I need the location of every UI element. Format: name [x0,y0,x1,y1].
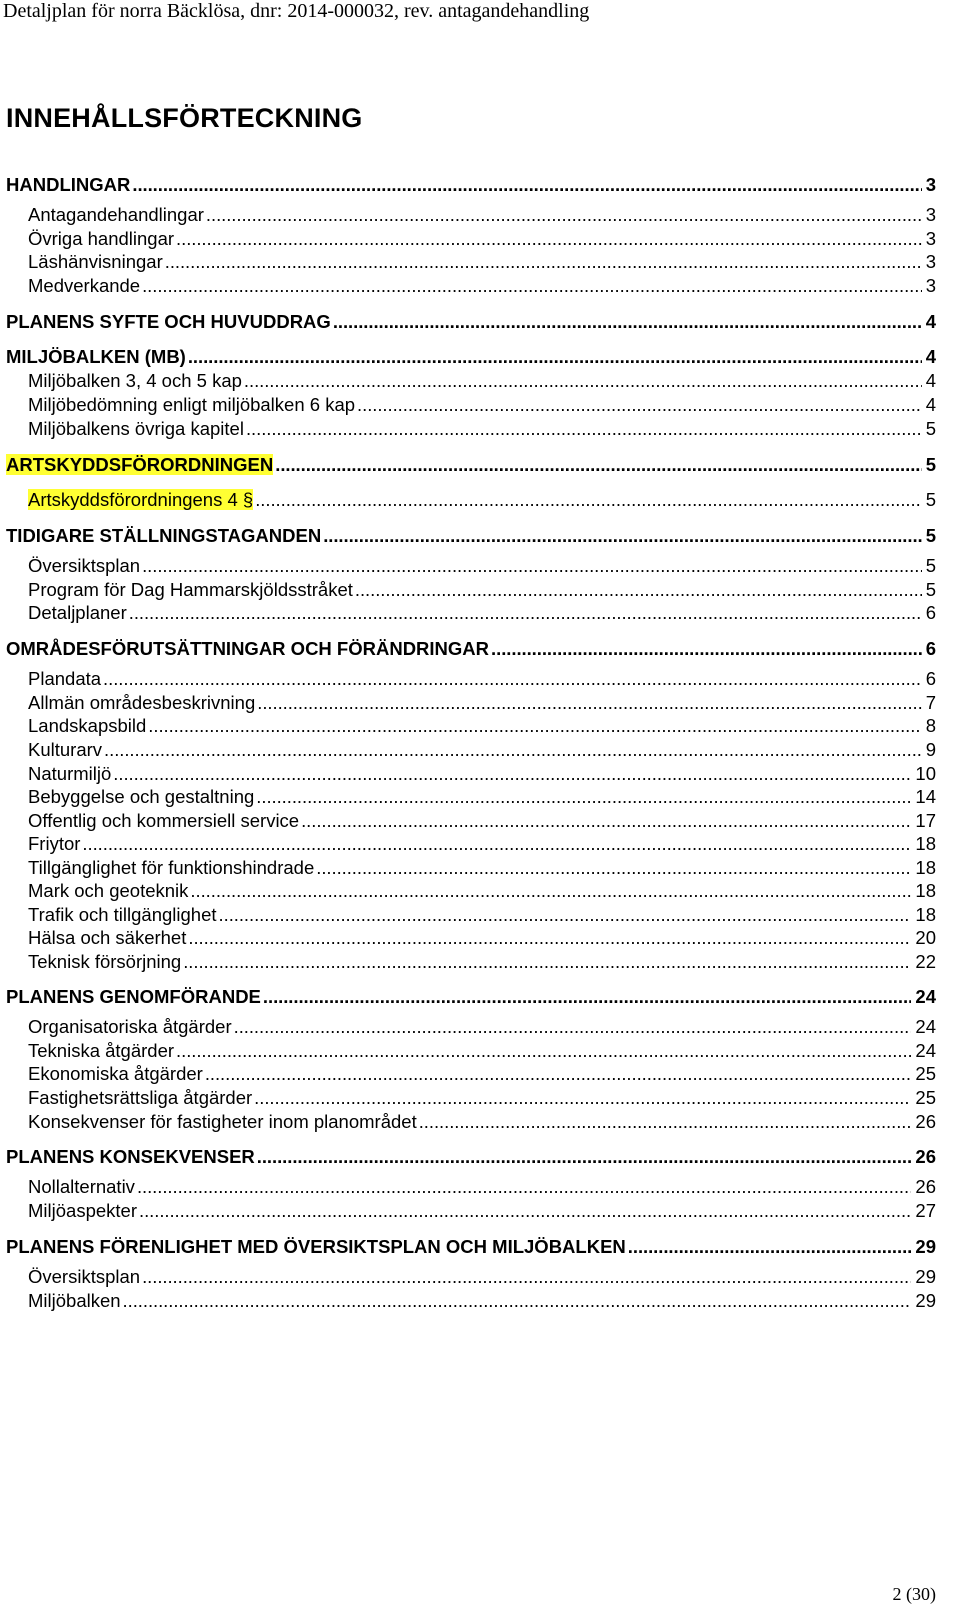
toc-entry[interactable] [0,1264,960,1288]
toc-entry-label-text: Miljöbalkens övriga kapitel [28,418,244,439]
toc-entry[interactable] [0,855,960,879]
toc-entry-page: 26 [915,1111,936,1132]
toc-entry-page: 29 [915,1266,936,1287]
toc-entry[interactable] [0,368,960,392]
dot-leader [628,1236,912,1258]
toc-entry-heading[interactable] [0,984,960,1008]
toc-entry-label [28,1111,417,1133]
toc-entry[interactable] [0,416,960,440]
dot-leader [190,880,911,902]
toc-entry[interactable] [0,902,960,926]
toc-entry-heading[interactable] [0,636,960,660]
toc-entry[interactable] [0,1109,960,1133]
dot-leader [257,1146,912,1168]
page-header: Detaljplan för norra Bäcklösa, dnr: 2014-000032, rev. antagandehandling [3,0,590,22]
dot-leader [103,668,922,690]
toc-entry-label-text: ARTSKYDDSFÖRORDNINGEN [6,454,274,475]
toc-entry[interactable] [0,1174,960,1198]
toc-entry-page: 26 [915,1176,936,1197]
toc-entry-page: 18 [915,904,936,925]
toc-entry-page: 26 [915,1146,936,1167]
dot-leader [254,1087,911,1109]
toc-entry-label-text: Naturmiljö [28,763,112,784]
toc-entry-page: 24 [915,1016,936,1037]
toc-entry-label-text: Fastighetsrättsliga åtgärder [28,1087,253,1108]
toc-entry-label [6,1236,626,1258]
toc-entry[interactable] [0,1198,960,1222]
toc-entry-label [28,786,254,808]
toc-entry-label [28,418,244,440]
toc-entry-label [28,1040,174,1062]
toc-entry-label-text: Översiktsplan [28,555,141,576]
toc-entry-label [28,904,217,926]
toc-entry-label [28,810,299,832]
dot-leader [137,1176,911,1198]
toc-entry-page: 29 [915,1290,936,1311]
toc-entry-page: 18 [915,880,936,901]
dot-leader [257,692,921,714]
dot-leader [275,454,921,476]
toc-entry[interactable] [0,226,960,250]
toc-entry-label [28,857,314,879]
toc-entry-label [28,692,255,714]
toc-entry[interactable] [0,249,960,273]
toc-entry-page: 27 [915,1200,936,1221]
toc-entry-page: 3 [925,174,936,195]
dot-leader [316,857,911,879]
toc-entry-label-text: Miljöbedömning enligt miljöbalken 6 kap [28,394,356,415]
toc-entry[interactable] [0,925,960,949]
toc-entry-page: 25 [915,1087,936,1108]
dot-leader [129,602,922,624]
toc-entry-label [6,346,186,368]
toc-entry-page: 3 [925,275,936,296]
toc-entry-label-text: Offentlig och kommersiell service [28,810,300,831]
toc-entry-label-text: Miljöbalken [28,1290,121,1311]
toc-entry-label [6,1146,255,1168]
dot-leader [255,489,921,511]
toc-entry-label [28,880,188,902]
dot-leader [113,763,911,785]
toc-entry-page: 6 [925,638,936,659]
toc-entry-label-text: Hälsa och säkerhet [28,927,187,948]
dot-leader [132,174,921,196]
toc-entry-label [28,1176,135,1198]
toc-entry-label-text: MILJÖBALKEN (MB) [6,346,186,367]
toc-entry-heading[interactable] [0,523,960,547]
toc-entry[interactable] [0,666,960,690]
toc-entry[interactable] [0,1038,960,1062]
toc-entry-page: 4 [925,394,936,415]
toc-entry[interactable] [0,690,960,714]
dot-leader [234,1016,912,1038]
toc-entry-label [28,739,102,761]
toc-entry-label-text: Övriga handlingar [28,228,175,249]
dot-leader [176,1040,911,1062]
toc-entry-label-text: Miljöaspekter [28,1200,137,1221]
toc-entry-label-text: Översiktsplan [28,1266,141,1287]
toc-entry-page: 5 [925,555,936,576]
toc-entry-label [28,228,174,250]
dot-leader [419,1111,912,1133]
toc-entry[interactable] [0,713,960,737]
toc-entry-page: 14 [915,786,936,807]
dot-leader [263,986,912,1008]
toc-entry-page: 20 [915,927,936,948]
toc-entry-label [28,602,127,624]
toc-entry-label-text: PLANENS KONSEKVENSER [6,1146,255,1167]
toc-entry-page: 4 [925,346,936,367]
dot-leader [176,228,922,250]
toc-entry-label-text: TIDIGARE STÄLLNINGSTAGANDEN [6,525,322,546]
dot-leader [256,786,911,808]
dot-leader [139,1200,911,1222]
toc-entry-page: 5 [925,579,936,600]
toc-entry-page: 18 [915,833,936,854]
toc-entry-label [28,1290,121,1312]
toc-entry-label-text: Trafik och tillgänglighet [28,904,217,925]
toc-entry-heading[interactable] [0,309,960,333]
toc-entry-page: 9 [925,739,936,760]
toc-entry[interactable] [0,784,960,808]
toc-entry[interactable] [0,808,960,832]
toc-entry[interactable] [0,600,960,624]
toc-entry-label [28,951,181,973]
toc-entry-label-text: HANDLINGAR [6,174,131,195]
toc-entry-label-text: PLANENS SYFTE OCH HUVUDDRAG [6,311,331,332]
toc-entry-label-text: Läshänvisningar [28,251,163,272]
toc-entry-label [6,525,321,547]
toc-entry-label-text: Medverkande [28,275,141,296]
toc-entry[interactable] [0,487,960,511]
toc-entry-page: 25 [915,1063,936,1084]
toc-entry-page: 4 [925,370,936,391]
dot-leader [219,904,912,926]
toc-entry-heading[interactable] [0,1234,960,1258]
toc-entry-label-text: Plandata [28,668,102,689]
toc-entry-label-text: PLANENS GENOMFÖRANDE [6,986,261,1007]
dot-leader [142,555,922,577]
dot-leader [82,833,911,855]
toc-entry-label-text: Organisatoriska åtgärder [28,1016,232,1037]
dot-leader [104,739,922,761]
toc-entry-page: 6 [925,602,936,623]
toc-entry-page: 8 [925,715,936,736]
toc-entry-page: 29 [915,1236,936,1257]
toc-entry-label-text: Program för Dag Hammarskjöldsstråket [28,579,353,600]
toc-entry-page: 3 [925,204,936,225]
toc-entry-page: 4 [925,311,936,332]
toc-entry[interactable] [0,1085,960,1109]
toc-entry-page: 22 [915,951,936,972]
toc-entry-page: 5 [925,454,936,475]
toc-entry-label-text: Ekonomiska åtgärder [28,1063,203,1084]
toc-entry-page: 17 [915,810,936,831]
toc-entry-label-text: Tillgänglighet för funktionshindrade [28,857,315,878]
toc-entry-page: 5 [925,418,936,439]
toc-entry-label [28,715,146,737]
toc-entry-label-text: Kulturarv [28,739,103,760]
toc-entry-label [28,579,353,601]
toc-entry-label [6,174,130,196]
dot-leader [301,810,911,832]
toc-entry-page: 7 [925,692,936,713]
toc-entry-label [28,668,101,690]
toc-entry-label-text: Bebyggelse och gestaltning [28,786,255,807]
toc-entry[interactable] [0,1061,960,1085]
dot-leader [142,1266,911,1288]
toc-entry-page: 6 [925,668,936,689]
dot-leader [165,251,922,273]
toc-entry[interactable] [0,392,960,416]
toc-entry-label-text: Landskapsbild [28,715,147,736]
dot-leader [323,525,922,547]
toc-entry-label-text: Miljöbalken 3, 4 och 5 kap [28,370,242,391]
toc-entry-heading[interactable] [0,1144,960,1168]
dot-leader [205,1063,912,1085]
toc-entry[interactable] [0,553,960,577]
toc-title: INNEHÅLLSFÖRTECKNING [6,103,363,133]
toc-entry-label-text: Tekniska åtgärder [28,1040,175,1061]
toc-entry-page: 3 [925,228,936,249]
toc-entry-page: 5 [925,525,936,546]
toc-entry-label-text: Allmän områdesbeskrivning [28,692,256,713]
dot-leader [246,418,922,440]
toc-entry-label-text: Mark och geoteknik [28,880,189,901]
toc-entry-label [28,204,204,226]
page-number: 2 (30) [892,1584,936,1604]
toc-entry[interactable] [0,273,960,297]
toc-entry[interactable] [0,1014,960,1038]
dot-leader [148,715,921,737]
toc-entry[interactable] [0,949,960,973]
toc-entry-label [28,1087,252,1109]
toc-entry-label-text: Konsekvenser för fastigheter inom planområdet [28,1111,417,1132]
toc-entry-page: 24 [915,986,936,1007]
dot-leader [123,1290,912,1312]
toc-entry-label [6,638,489,660]
toc-entry-label [28,394,355,416]
toc-entry-label [28,251,163,273]
toc-entry[interactable] [0,577,960,601]
toc-entry-label [6,986,261,1008]
toc-entry-page: 10 [915,763,936,784]
dot-leader [183,951,911,973]
toc-entry-label [6,311,331,333]
toc-entry-label [28,833,80,855]
toc-entry-page: 18 [915,857,936,878]
toc-entry-label-text: Detaljplaner [28,602,127,623]
toc-entry-label-text: Artskyddsförordningens 4 § [28,489,254,510]
toc-entry-page: 24 [915,1040,936,1061]
dot-leader [333,311,922,333]
toc-entry-heading[interactable] [0,452,960,476]
toc-entry-label [28,370,242,392]
dot-leader [355,579,922,601]
toc-entry[interactable] [0,831,960,855]
dot-leader [206,204,922,226]
toc-entry[interactable] [0,761,960,785]
toc-entry-label-text: Nollalternativ [28,1176,135,1197]
toc-entry-label-text: OMRÅDESFÖRUTSÄTTNINGAR OCH FÖRÄNDRINGAR [6,638,490,659]
toc-entry-label [28,275,140,297]
toc-entry-label-text: Antagandehandlingar [28,204,204,225]
toc-entry-label-text: Teknisk försörjning [28,951,182,972]
toc-entry-label [28,1063,203,1085]
toc-entry-heading[interactable] [0,344,960,368]
toc-entry-label [28,1016,232,1038]
dot-leader [244,370,922,392]
toc-entry-label [28,489,253,511]
dot-leader [188,346,922,368]
toc-entry[interactable] [0,202,960,226]
toc-entry[interactable] [0,878,960,902]
toc-entry-label [28,1200,137,1222]
toc-entry[interactable] [0,737,960,761]
toc-entry-label [28,555,140,577]
dot-leader [142,275,922,297]
dot-leader [491,638,922,660]
toc-entry-label-text: PLANENS FÖRENLIGHET MED ÖVERSIKTSPLAN OCH MILJÖBALKEN [6,1236,626,1257]
toc-entry-label-text: Friytor [28,833,81,854]
toc-entry-page: 5 [925,489,936,510]
toc-entry-label [28,763,111,785]
toc-entry-page: 3 [925,251,936,272]
toc-entry-label [28,927,186,949]
toc-entry-label [6,454,273,476]
dot-leader [188,927,911,949]
toc-entry-heading[interactable] [0,172,960,196]
toc-entry-label [28,1266,140,1288]
toc-entry[interactable] [0,1288,960,1312]
dot-leader [357,394,922,416]
